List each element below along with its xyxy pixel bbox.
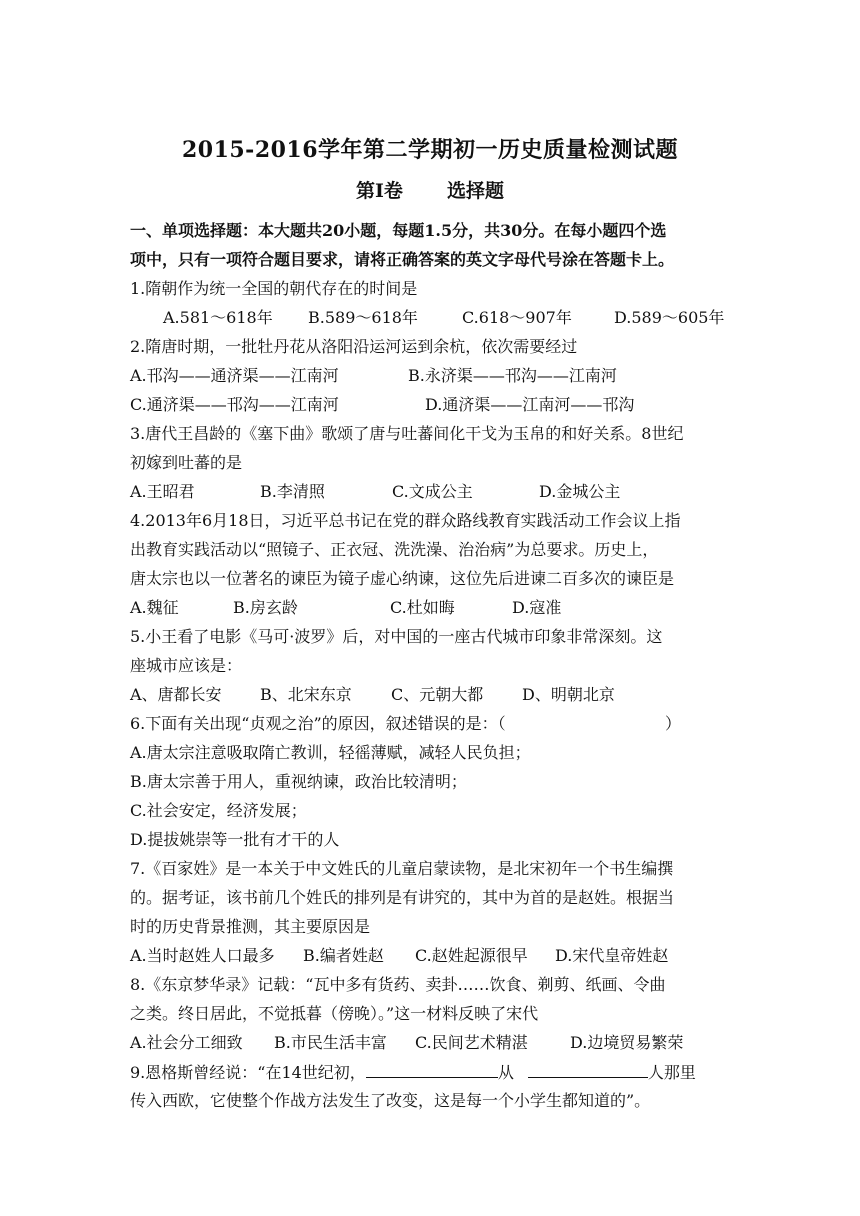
- question-7-option-b: B.编者姓赵: [303, 946, 384, 965]
- question-2-option-d: D.通济渠——江南河——邗沟: [425, 395, 635, 414]
- question-1-option-d: D.589～605年: [614, 308, 725, 327]
- answer-blank-2[interactable]: [528, 1061, 648, 1078]
- question-1-stem: 1.隋朝作为统一全国的朝代存在的时间是: [130, 279, 418, 298]
- exam-title: 2015-2016学年第二学期初一历史质量检测试题: [181, 137, 679, 163]
- question-5-option-d: D、明朝北京: [522, 685, 615, 704]
- question-8-stem-line-2: 之类。终日居此，不觉抵暮（傍晚）。”这一材料反映了宋代: [130, 1004, 539, 1023]
- question-6-stem: 6.下面有关出现“贞观之治”的原因，叙述错误的是：（: [130, 714, 506, 733]
- question-9-stem-line-1: [130, 1061, 696, 1084]
- question-4-stem-line-1: 4.2013年6月18日，习近平总书记在党的群众路线教育实践活动工作会议上指: [130, 511, 681, 530]
- question-8-option-a: A.社会分工细致: [130, 1033, 243, 1052]
- question-6-option-c: C.社会安定，经济发展；: [130, 801, 307, 820]
- instructions-line-1: 一、单项选择题：本大题共20小题，每题1.5分，共30分。在每小题四个选: [130, 221, 667, 240]
- question-4-option-a: A.魏征: [130, 598, 179, 617]
- question-7-option-d: D.宋代皇帝姓赵: [555, 946, 669, 965]
- question-7-stem-line-1: 7.《百家姓》是一本关于中文姓氏的儿童启蒙读物，是北宋初年一个书生编撰: [130, 859, 674, 878]
- question-7-stem-line-2: 的。据考证，该书前几个姓氏的排列是有讲究的，其中为首的是赵姓。根据当: [130, 888, 675, 907]
- question-2-option-a: A.邗沟——通济渠——江南河: [130, 366, 339, 385]
- question-8-option-b: B.市民生活丰富: [274, 1033, 387, 1052]
- question-2-option-b: B.永济渠——邗沟——江南河: [408, 366, 617, 385]
- question-3-option-d: D.金城公主: [539, 482, 621, 501]
- question-9-text-part-2: 从: [497, 1063, 514, 1082]
- instructions-line-2: 项中，只有一项符合题目要求，请将正确答案的英文字母代号涂在答题卡上。: [130, 250, 675, 269]
- question-5-option-b: B、北宋东京: [260, 685, 352, 704]
- question-8-stem-line-1: 8.《东京梦华录》记载：“瓦中多有货药、卖卦……饮食、剃剪、纸画、令曲: [130, 975, 666, 994]
- question-5-option-c: C、元朝大都: [391, 685, 484, 704]
- question-1-option-b: B.589～618年: [308, 308, 418, 327]
- question-7-option-a: A.当时赵姓人口最多: [130, 946, 275, 965]
- question-5-stem-line-1: 5.小王看了电影《马可·波罗》后，对中国的一座古代城市印象非常深刻。这: [130, 627, 663, 646]
- question-3-option-b: B.李清照: [260, 482, 325, 501]
- question-9-text-part-1: 9.恩格斯曾经说：“在14世纪初，: [130, 1063, 366, 1082]
- question-7-option-c: C.赵姓起源很早: [415, 946, 528, 965]
- question-2-stem: 2.隋唐时期，一批牡丹花从洛阳沿运河运到余杭，依次需要经过: [130, 337, 578, 356]
- question-4-stem-line-3: 唐太宗也以一位著名的谏臣为镜子虚心纳谏，这位先后进谏二百多次的谏臣是: [130, 569, 675, 588]
- question-2-option-c: C.通济渠——邗沟——江南河: [130, 395, 339, 414]
- question-5-stem-line-2: 座城市应该是：: [130, 656, 243, 675]
- question-4-option-b: B.房玄龄: [233, 598, 298, 617]
- question-3-option-c: C.文成公主: [392, 482, 473, 501]
- question-8-option-d: D.边境贸易繁荣: [570, 1033, 684, 1052]
- question-5-option-a: A、唐都长安: [130, 685, 222, 704]
- question-3-option-a: A.王昭君: [130, 482, 195, 501]
- question-4-option-c: C.杜如晦: [390, 598, 455, 617]
- question-4-option-d: D.寇准: [512, 598, 562, 617]
- question-1-option-c: C.618～907年: [462, 308, 572, 327]
- question-7-stem-line-3: 时的历史背景推测，其主要原因是: [130, 917, 371, 936]
- answer-blank-1[interactable]: [366, 1061, 498, 1078]
- question-6-option-d: D.提拔姚崇等一批有才干的人: [130, 830, 340, 849]
- question-9-text-part-3: 人那里: [647, 1063, 696, 1082]
- volume-label: 第Ⅰ卷: [356, 180, 403, 202]
- question-4-stem-line-2: 出教育实践活动以“照镜子、正衣冠、洗洗澡、治治病”为总要求。历史上，: [130, 540, 659, 559]
- question-1-option-a: A.581～618年: [163, 308, 273, 327]
- question-3-stem-line-2: 初嫁到吐蕃的是: [130, 453, 243, 472]
- section-heading: [0, 176, 860, 203]
- question-9-stem-line-2: 传入西欧，它使整个作战方法发生了改变，这是每一个小学生都知道的”。: [130, 1091, 651, 1110]
- question-8-option-c: C.民间艺术精湛: [415, 1033, 528, 1052]
- question-6-option-a: A.唐太宗注意吸取隋亡教训，轻徭薄赋，减轻人民负担；: [130, 743, 531, 762]
- question-6-answer-paren-close: ）: [665, 714, 682, 733]
- question-3-stem-line-1: 3.唐代王昌龄的《塞下曲》歌颂了唐与吐蕃间化干戈为玉帛的和好关系。8世纪: [130, 424, 684, 443]
- section-type-label: 选择题: [446, 180, 504, 202]
- question-6-option-b: B.唐太宗善于用人，重视纳谏，政治比较清明；: [130, 772, 467, 791]
